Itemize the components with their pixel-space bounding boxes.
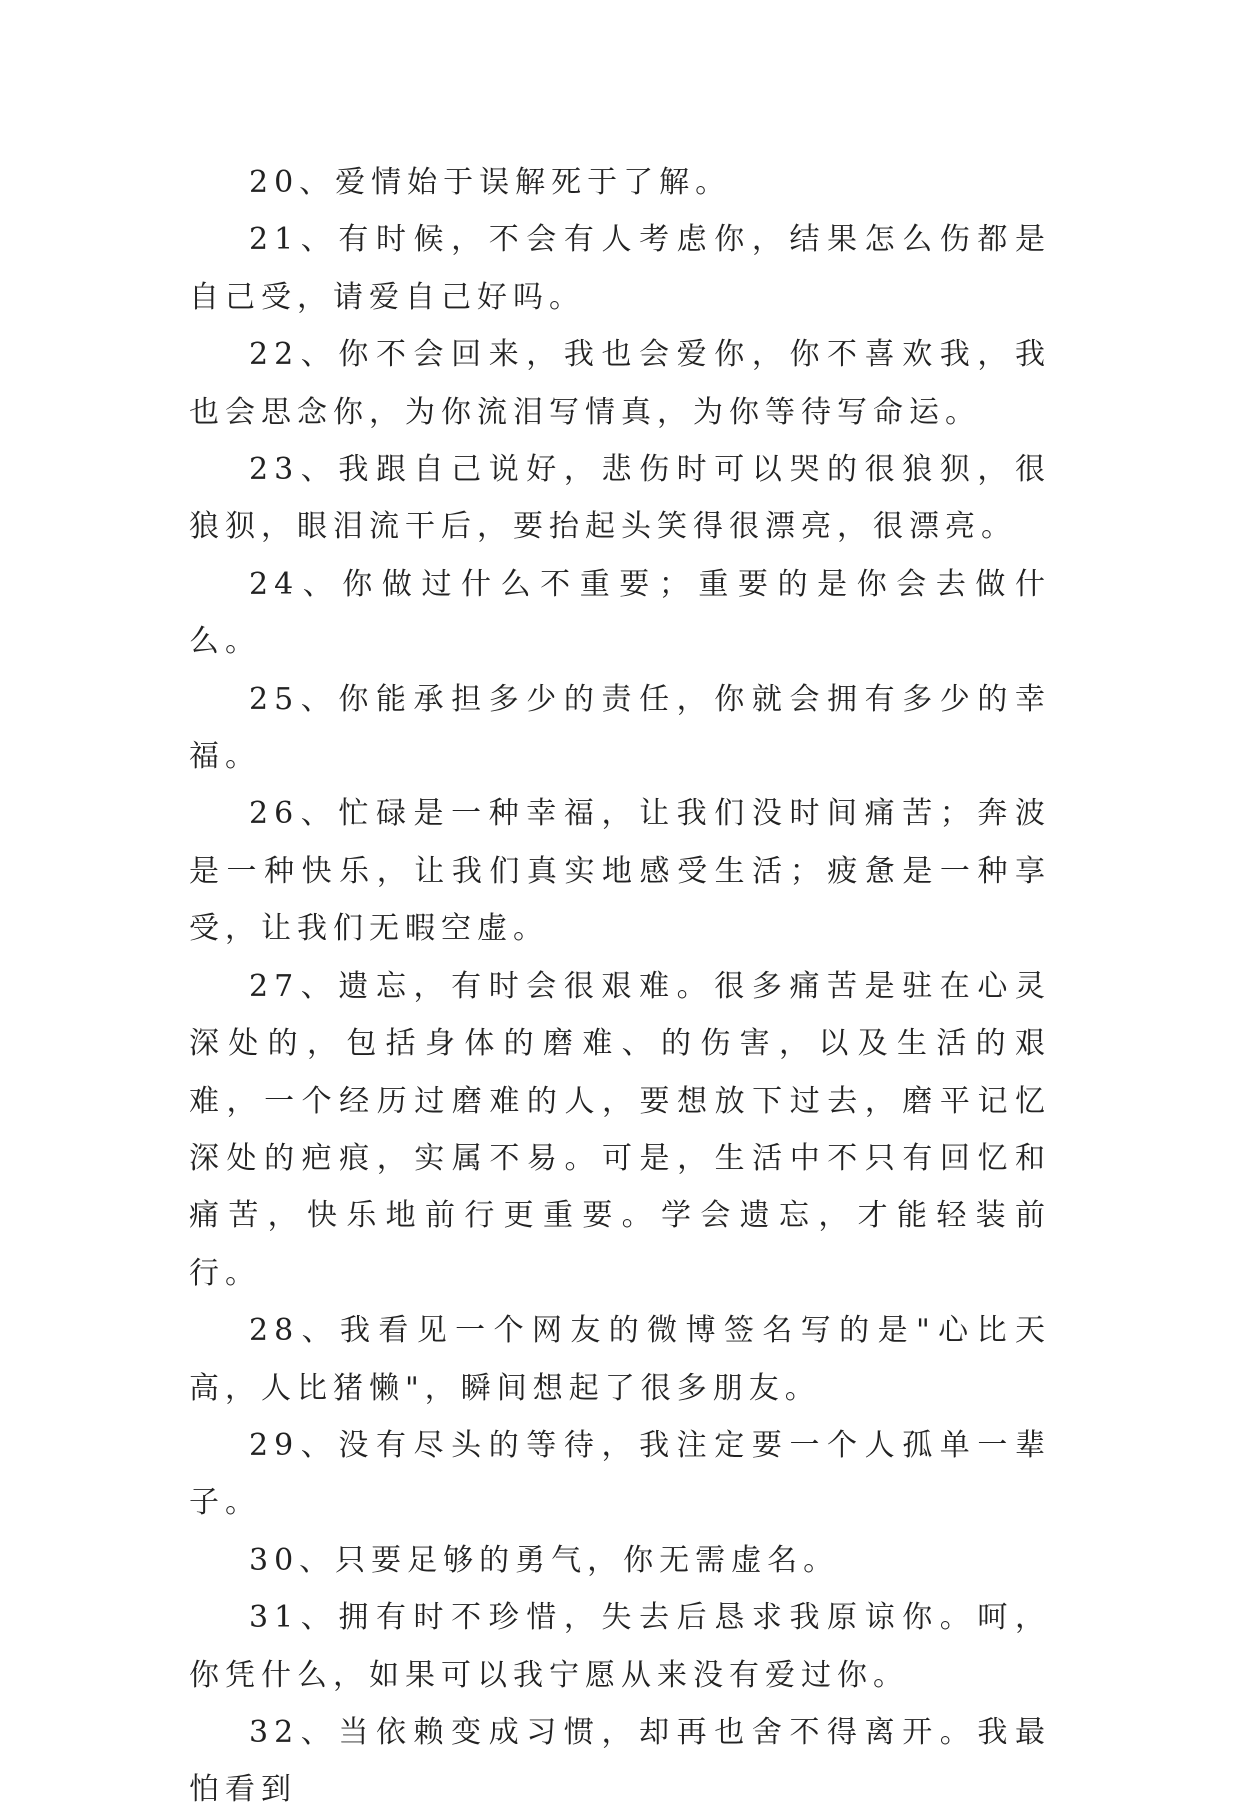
quote-paragraph-25: 25、你能承担多少的责任，你就会拥有多少的幸福。 — [189, 681, 1051, 775]
quote-paragraph-26: 26、忙碌是一种幸福，让我们没时间痛苦；奔波是一种快乐，让我们真实地感受生活；疲惫是一种享受，让我们无暇空虚。 — [189, 796, 1051, 947]
quote-paragraph-32: 32、当依赖变成习惯，却再也舍不得离开。我最怕看到 — [189, 1714, 1051, 1808]
quote-paragraph-27: 27、遗忘，有时会很艰难。很多痛苦是驻在心灵深处的，包括身体的磨难、的伤害，以及生活的艰难，一个经历过磨难的人，要想放下过去，磨平记忆深处的疤痕，实属不易。可是，生活中不只有回忆和痛苦，快乐地前行更重要。学会遗忘，才能轻装前行。 — [189, 968, 1051, 1291]
quote-paragraph-22: 22、你不会回来，我也会爱你，你不喜欢我，我也会思念你，为你流泪写情真，为你等待写命运。 — [189, 337, 1051, 430]
quote-paragraph-29: 29、没有尽头的等待，我注定要一个人孤单一辈子。 — [189, 1427, 1051, 1521]
quote-paragraph-21: 21、有时候，不会有人考虑你，结果怎么伤都是自己受，请爱自己好吗。 — [189, 222, 1051, 315]
quote-paragraph-20: 20、爱情始于误解死于了解。 — [249, 165, 732, 200]
quote-paragraph-28: 28、我看见一个网友的微博签名写的是"心比天高，人比猪懒"，瞬间想起了很多朋友。 — [189, 1313, 1051, 1406]
quote-paragraph-23: 23、我跟自己说好，悲伤时可以哭的很狼狈，很狼狈，眼泪流干后，要抬起头笑得很漂亮，很漂亮。 — [189, 452, 1051, 545]
quote-paragraph-31: 31、拥有时不珍惜，失去后恳求我原谅你。呵，你凭什么，如果可以我宁愿从来没有爱过你。 — [189, 1600, 1051, 1693]
document-body — [189, 154, 1051, 1819]
quote-paragraph-30: 30、只要足够的勇气，你无需虚名。 — [249, 1542, 840, 1578]
quote-paragraph-24: 24、你做过什么不重要；重要的是你会去做什么。 — [189, 566, 1051, 660]
